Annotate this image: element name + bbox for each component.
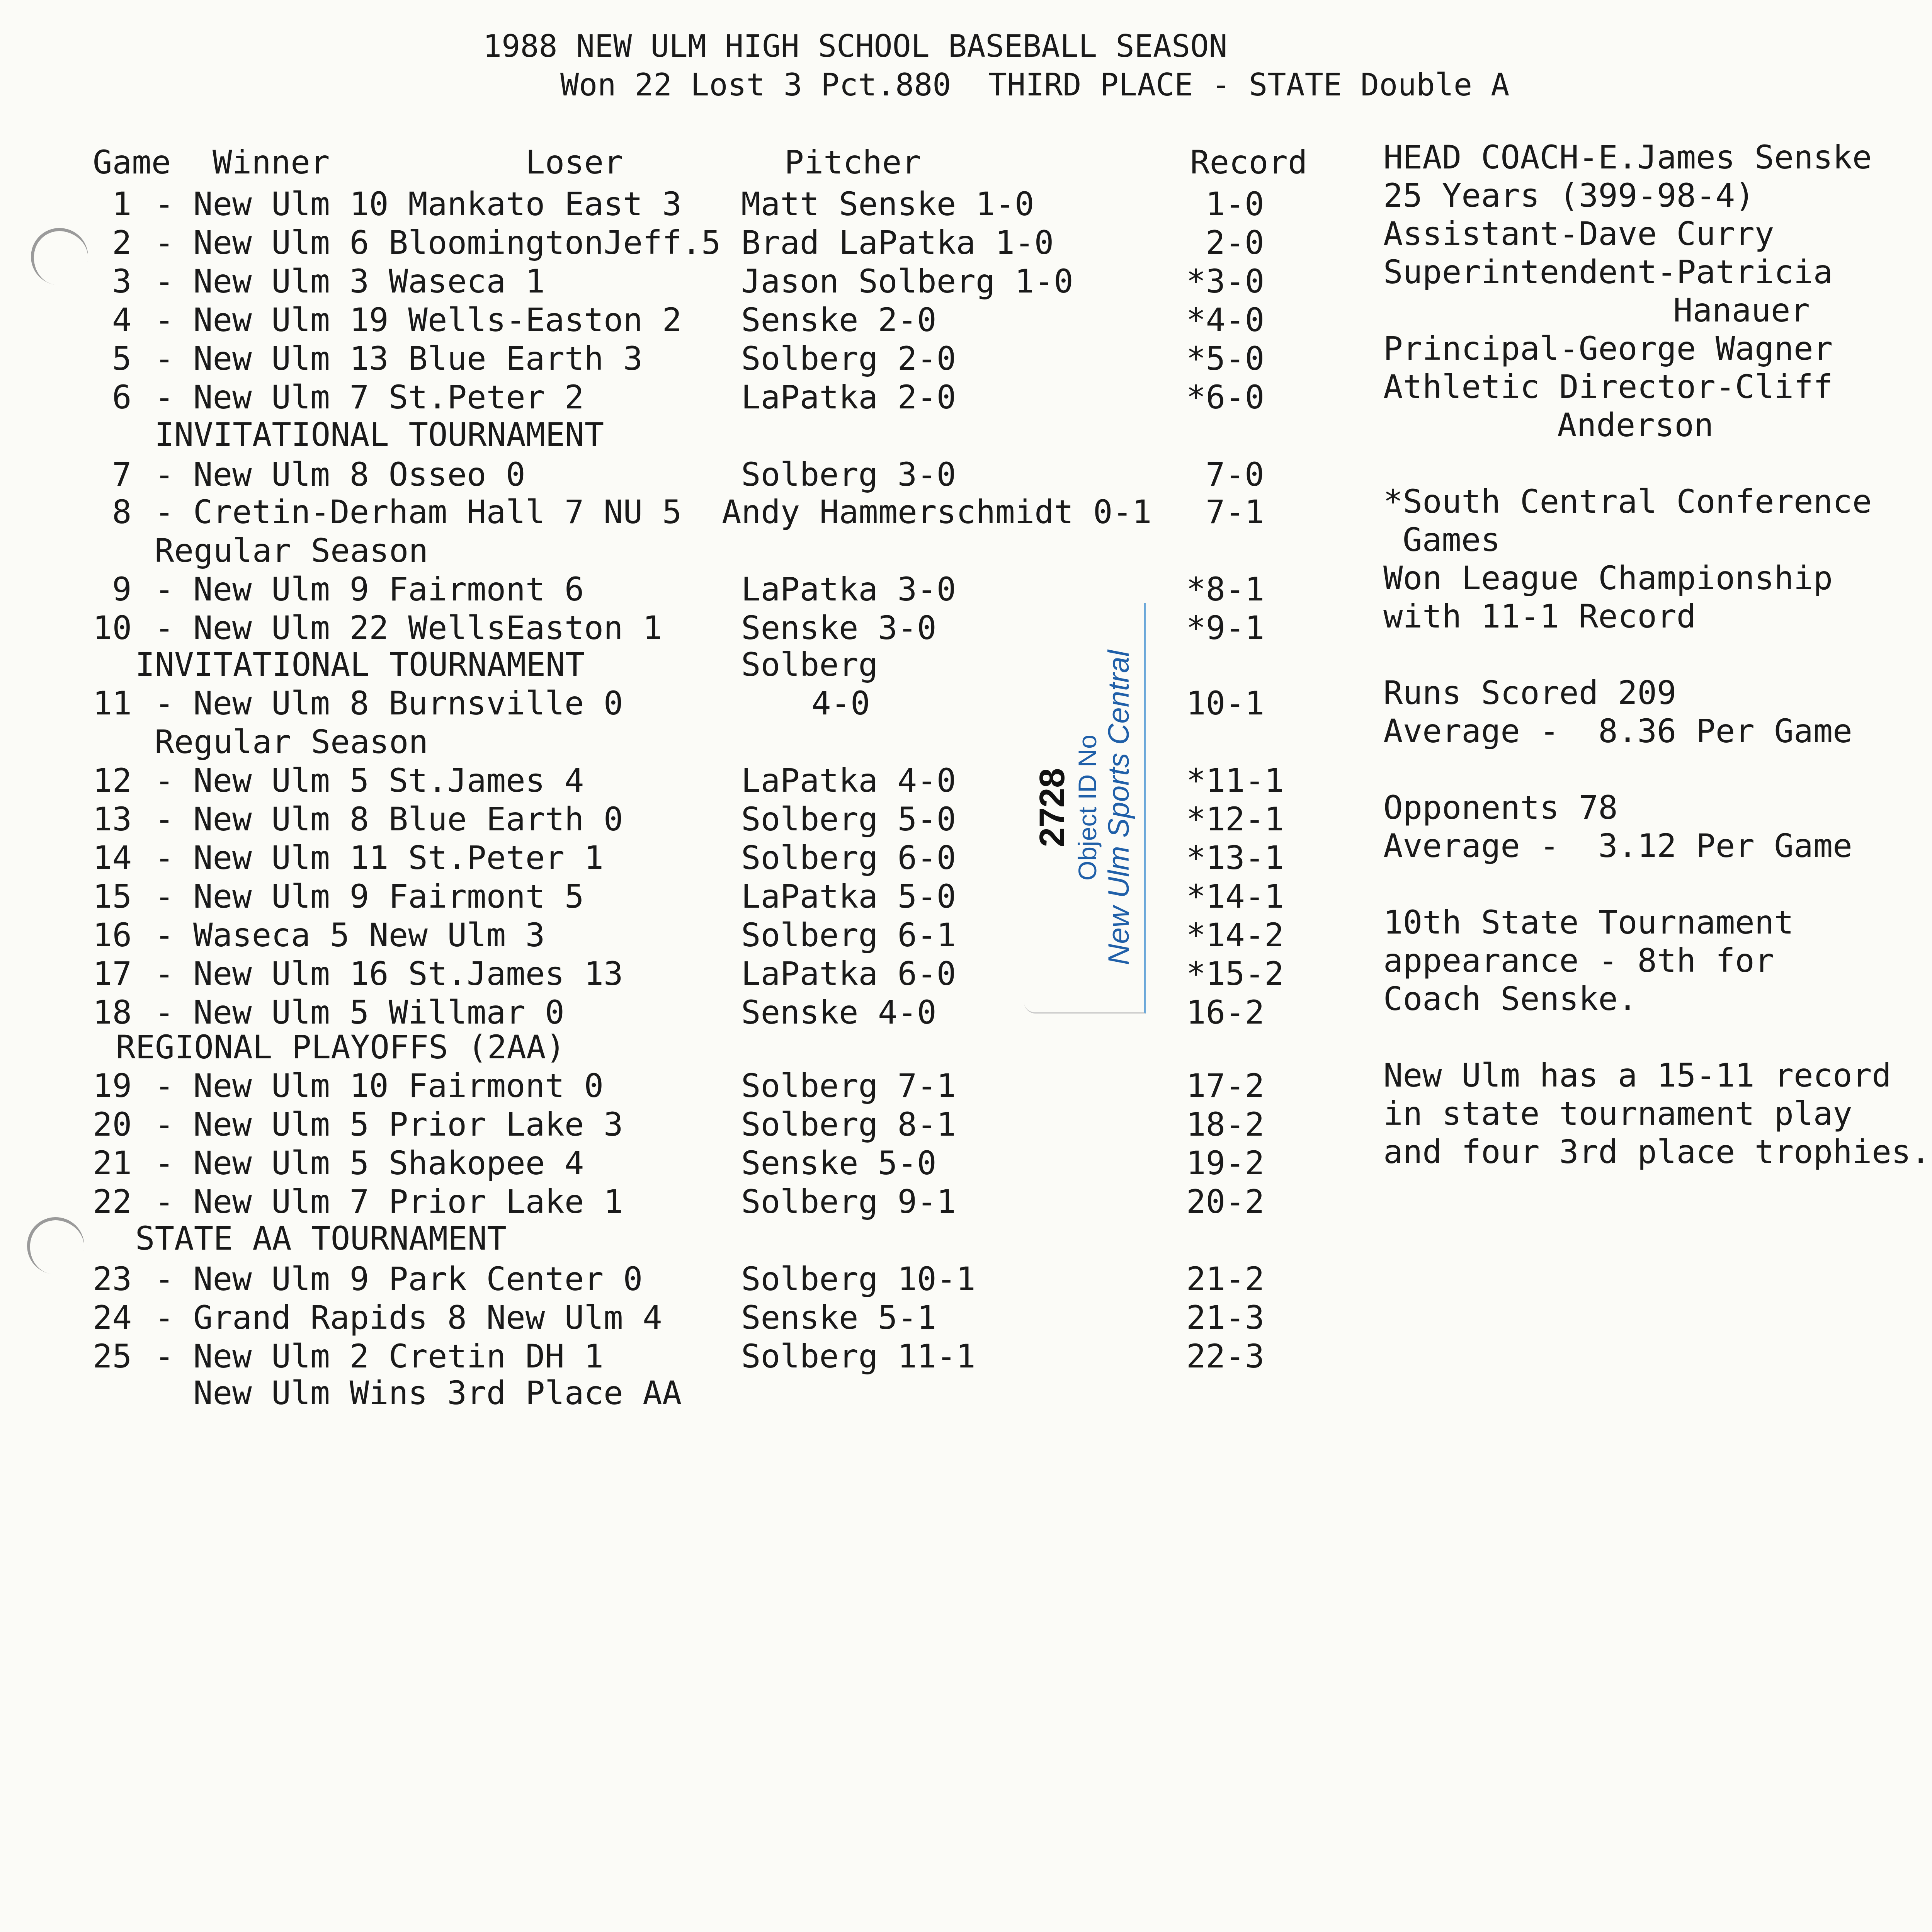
head-coach: HEAD COACH-E.James Senske: [1383, 138, 1872, 176]
game-record: *13-1: [1186, 839, 1284, 877]
game-record: *9-1: [1186, 609, 1265, 647]
game-record: 21-2: [1186, 1260, 1265, 1298]
section-invitational-1: INVITATIONAL TOURNAMENT: [155, 416, 604, 454]
game-pitcher: Matt Senske 1-0: [741, 185, 1034, 223]
game-pitcher: Brad LaPatka 1-0: [741, 224, 1054, 262]
game-pitcher: LaPatka 2-0: [741, 378, 956, 416]
game-result: New Ulm 5 Shakopee 4: [193, 1144, 584, 1182]
coach-years: 25 Years (399-98-4): [1383, 177, 1755, 214]
dash-separator: -: [155, 493, 174, 531]
table-row: [0, 493, 1314, 531]
game-number: 22: [93, 1183, 132, 1221]
game-record: 1-0: [1206, 185, 1264, 223]
table-row: [0, 1066, 1314, 1105]
section-regional: REGIONAL PLAYOFFS (2AA): [116, 1028, 566, 1066]
conference-note: *South Central Conference: [1383, 483, 1872, 520]
game-record: 7-1: [1206, 493, 1264, 531]
game-record: 10-1: [1186, 684, 1265, 722]
opponents-average: Average - 3.12 Per Game: [1383, 827, 1852, 865]
table-row: [0, 455, 1314, 494]
game-number: 15: [93, 878, 132, 915]
game-result: New Ulm 5 Willmar 0: [193, 993, 565, 1031]
state-record-1: New Ulm has a 15-11 record: [1383, 1056, 1891, 1094]
game-result: New Ulm 9 Park Center 0: [193, 1260, 643, 1298]
game-result: New Ulm 5 Prior Lake 3: [193, 1105, 623, 1143]
game-number: 9: [112, 570, 132, 608]
dash-separator: -: [155, 839, 174, 877]
object-id-tag: [1024, 603, 1146, 1014]
section-invitational-2-pitcher: Solberg: [741, 646, 878, 684]
table-row: [0, 1260, 1314, 1298]
game-record: 16-2: [1186, 993, 1265, 1031]
game-number: 16: [93, 916, 132, 954]
dash-separator: -: [155, 684, 174, 722]
game-pitcher: LaPatka 3-0: [741, 570, 956, 608]
game-number: 13: [93, 800, 132, 838]
game-number: 19: [93, 1067, 132, 1105]
game-number: 7: [112, 456, 132, 493]
game-number: 4: [112, 301, 132, 339]
state-record-3: and four 3rd place trophies.: [1383, 1133, 1931, 1171]
game-result: New Ulm 9 Fairmont 6: [193, 570, 584, 608]
table-row: [0, 301, 1314, 339]
dash-separator: -: [155, 1337, 174, 1375]
game-result: Grand Rapids 8 New Ulm 4: [193, 1299, 662, 1337]
dash-separator: -: [155, 340, 174, 378]
dash-separator: -: [155, 609, 174, 647]
dash-separator: -: [155, 301, 174, 339]
game-result: New Ulm 19 Wells-Easton 2: [193, 301, 682, 339]
object-id-org: New Ulm Sports Central: [1102, 650, 1135, 965]
table-row: [0, 1144, 1314, 1182]
table-row: [0, 1337, 1314, 1376]
state-record-2: in state tournament play: [1383, 1095, 1852, 1133]
game-record: 18-2: [1186, 1105, 1265, 1143]
section-state: STATE AA TOURNAMENT: [135, 1219, 507, 1257]
conference-note-cont: Games: [1403, 521, 1500, 559]
game-pitcher: LaPatka 4-0: [741, 762, 956, 799]
game-result: New Ulm 11 St.Peter 1: [193, 839, 604, 877]
game-pitcher: Senske 3-0: [741, 609, 937, 647]
header-record: Record: [1190, 143, 1308, 181]
state-appearance-1: 10th State Tournament: [1383, 903, 1794, 941]
title-line-2: Won 22 Lost 3 Pct.880 THIRD PLACE - STATE Double A: [560, 67, 1510, 103]
game-number: 6: [112, 378, 132, 416]
object-id-label: Object ID No: [1073, 735, 1102, 881]
game-result: New Ulm 2 Cretin DH 1: [193, 1337, 604, 1375]
dash-separator: -: [155, 1183, 174, 1221]
title-line-1: 1988 NEW ULM HIGH SCHOOL BASEBALL SEASON: [483, 28, 1228, 64]
game-pitcher: Solberg 11-1: [741, 1337, 976, 1375]
section-regular-1: Regular Season: [155, 532, 429, 570]
game-result: Waseca 5 New Ulm 3: [193, 916, 545, 954]
dash-separator: -: [155, 378, 174, 416]
header-pitcher: Pitcher: [784, 143, 922, 181]
game-number: 18: [93, 993, 132, 1031]
dash-separator: -: [155, 1144, 174, 1182]
game-result: New Ulm 8 Blue Earth 0: [193, 800, 623, 838]
game-pitcher: 4-0: [811, 684, 870, 722]
game-record: *14-1: [1186, 878, 1284, 915]
state-appearance-3: Coach Senske.: [1383, 980, 1638, 1018]
season-title: [483, 27, 1509, 104]
game-number: 25: [93, 1337, 132, 1375]
dash-separator: -: [155, 878, 174, 915]
game-result: New Ulm 8 Burnsville 0: [193, 684, 623, 722]
header-game: Game: [93, 143, 171, 181]
game-pitcher: Solberg 8-1: [741, 1105, 956, 1143]
game-number: 12: [93, 762, 132, 799]
game-number: 5: [112, 340, 132, 378]
game-result: Cretin-Derham Hall 7 NU 5: [193, 493, 682, 531]
game-pitcher: Solberg 6-0: [741, 839, 956, 877]
game-record: *4-0: [1186, 301, 1265, 339]
game-record: 7-0: [1206, 456, 1264, 493]
dash-separator: -: [155, 570, 174, 608]
table-row: [0, 378, 1314, 417]
game-record: 22-3: [1186, 1337, 1265, 1375]
game-pitcher: Solberg 3-0: [741, 456, 956, 493]
game-record: *8-1: [1186, 570, 1265, 608]
league-record: with 11-1 Record: [1383, 597, 1696, 635]
game-result: New Ulm 16 St.James 13: [193, 955, 623, 993]
game-number: 10: [93, 609, 132, 647]
runs-average: Average - 8.36 Per Game: [1383, 712, 1852, 750]
game-record: *6-0: [1186, 378, 1265, 416]
game-number: 14: [93, 839, 132, 877]
table-row: [0, 1182, 1314, 1221]
dash-separator: -: [155, 800, 174, 838]
game-record: *15-2: [1186, 955, 1284, 993]
game-pitcher: Solberg 10-1: [741, 1260, 976, 1298]
league-championship: Won League Championship: [1383, 559, 1833, 597]
game-number: 11: [93, 684, 132, 722]
game-result: New Ulm 3 Waseca 1: [193, 262, 545, 300]
game-record: 21-3: [1186, 1299, 1265, 1337]
dash-separator: -: [155, 993, 174, 1031]
table-row: [0, 185, 1314, 223]
state-appearance-2: appearance - 8th for: [1383, 942, 1774, 980]
dash-separator: -: [155, 955, 174, 993]
dash-separator: -: [155, 224, 174, 262]
game-result: New Ulm 6 BloomingtonJeff.5: [193, 224, 721, 262]
dash-separator: -: [155, 1299, 174, 1337]
game-pitcher: LaPatka 5-0: [741, 878, 956, 915]
game-result: New Ulm 10 Mankato East 3: [193, 185, 682, 223]
header-loser: Loser: [526, 143, 623, 181]
final-note: New Ulm Wins 3rd Place AA: [193, 1374, 682, 1412]
game-record: 20-2: [1186, 1183, 1265, 1221]
game-pitcher: Solberg 5-0: [741, 800, 956, 838]
game-record: *12-1: [1186, 800, 1284, 838]
game-result: New Ulm 9 Fairmont 5: [193, 878, 584, 915]
game-result: New Ulm 7 Prior Lake 1: [193, 1183, 623, 1221]
runs-scored: Runs Scored 209: [1383, 674, 1677, 712]
game-record: 19-2: [1186, 1144, 1265, 1182]
game-pitcher: Senske 2-0: [741, 301, 937, 339]
game-record: 2-0: [1206, 224, 1264, 262]
game-pitcher: Jason Solberg 1-0: [741, 262, 1073, 300]
table-row: [0, 1105, 1314, 1144]
game-result: New Ulm 5 St.James 4: [193, 762, 584, 799]
game-pitcher: Senske 5-0: [741, 1144, 937, 1182]
table-row: [0, 339, 1314, 378]
dash-separator: -: [155, 1067, 174, 1105]
game-record: *5-0: [1186, 340, 1265, 378]
dash-separator: -: [155, 262, 174, 300]
dash-separator: -: [155, 762, 174, 799]
dash-separator: -: [155, 185, 174, 223]
object-id-number: 2728: [1032, 768, 1072, 847]
game-record: 17-2: [1186, 1067, 1265, 1105]
game-pitcher: Solberg 6-1: [741, 916, 956, 954]
principal: Principal-George Wagner: [1383, 330, 1833, 367]
game-record: *14-2: [1186, 916, 1284, 954]
dash-separator: -: [155, 1105, 174, 1143]
game-result: New Ulm 7 St.Peter 2: [193, 378, 584, 416]
section-regular-2: Regular Season: [155, 723, 429, 761]
game-pitcher: Senske 5-1: [741, 1299, 937, 1337]
game-number: 3: [112, 262, 132, 300]
game-number: 21: [93, 1144, 132, 1182]
dash-separator: -: [155, 456, 174, 493]
dash-separator: -: [155, 916, 174, 954]
game-pitcher: Solberg 2-0: [741, 340, 956, 378]
header-winner: Winner: [213, 143, 330, 181]
game-pitcher: Senske 4-0: [741, 993, 937, 1031]
dash-separator: -: [155, 1260, 174, 1298]
game-result: New Ulm 13 Blue Earth 3: [193, 340, 643, 378]
superintendent: Superintendent-Patricia: [1383, 253, 1833, 291]
table-row: [0, 1298, 1314, 1337]
table-row: [0, 223, 1314, 262]
game-pitcher: LaPatka 6-0: [741, 955, 956, 993]
game-result: New Ulm 22 WellsEaston 1: [193, 609, 662, 647]
superintendent-cont: Hanauer: [1673, 291, 1810, 329]
game-result: New Ulm 10 Fairmont 0: [193, 1067, 604, 1105]
game-number: 8: [112, 493, 132, 531]
game-number: 1: [112, 185, 132, 223]
game-result: New Ulm 8 Osseo 0: [193, 456, 526, 493]
game-number: 17: [93, 955, 132, 993]
game-pitcher: Solberg 7-1: [741, 1067, 956, 1105]
game-pitcher: Solberg 9-1: [741, 1183, 956, 1221]
section-invitational-2: INVITATIONAL TOURNAMENT: [135, 646, 585, 684]
athletic-director-cont: Anderson: [1557, 406, 1714, 444]
athletic-director: Athletic Director-Cliff: [1383, 368, 1833, 406]
sidebar-notes: [1383, 138, 1932, 1171]
game-number: 2: [112, 224, 132, 262]
table-row: [0, 262, 1314, 301]
game-number: 23: [93, 1260, 132, 1298]
game-record: *3-0: [1186, 262, 1265, 300]
game-record: *11-1: [1186, 762, 1284, 799]
assistant-coach: Assistant-Dave Curry: [1383, 215, 1774, 253]
game-number: 24: [93, 1299, 132, 1337]
game-pitcher: Andy Hammerschmidt 0-1: [722, 493, 1152, 531]
opponents-runs: Opponents 78: [1383, 789, 1618, 827]
game-number: 20: [93, 1105, 132, 1143]
